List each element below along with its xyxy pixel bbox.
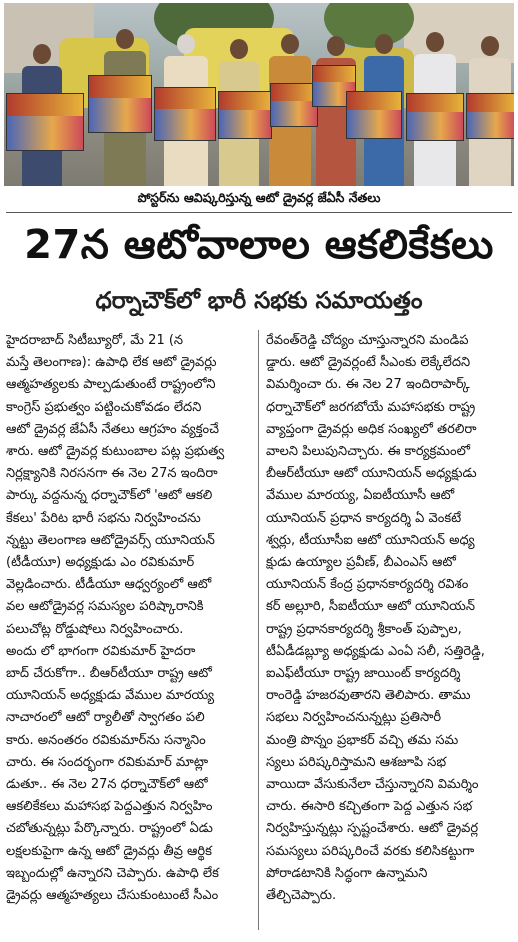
- text-line: బాద్ చేరుకోగా.. బీఆర్‌టీయూ రాష్ట్ర ఆటో: [6, 666, 212, 682]
- text-line: వాలని పిలుపునిచ్చారు. ఈ కార్యక్రమంలో: [266, 444, 471, 460]
- text-line: నాచారంలో ఆటో ర్యాలీతో స్వాగతం పలి: [6, 710, 205, 726]
- text-line: ధర్నాచౌక్‌లో జరగబోయే మహాసభకు రాష్ట్ర: [266, 399, 476, 415]
- text-line: కాంగ్రెస్ ప్రభుత్వం పట్టించుకోవడం లేదని: [6, 399, 202, 415]
- text-line: వెల్లడించారు. టీడీయూ ఆధ్వర్యంలో ఆటో: [6, 577, 212, 593]
- subheadline: ధర్నాచౌక్‌లో భారీ సభకు సమాయత్తం: [95, 288, 423, 314]
- text-line: శారు. ఆటో డ్రైవర్ల కుటుంబాల పట్ల ప్రభుత్వ: [6, 444, 225, 460]
- text-line: శ్వర్లు, టీయూసీఐ ఆటో యూనియన్ అధ్య: [266, 532, 475, 548]
- text-line: ఐఎఫ్‌టీయూ రాష్ట్ర జాయింట్ కార్యదర్శి: [266, 666, 461, 682]
- text-line: కర్ అల్లూరి, సీఐటీయూ ఆటో యూనియన్: [266, 599, 476, 615]
- text-line: మస్తే తెలంగాణ): ఉపాధి లేక ఆటో డ్రైవర్లు: [6, 355, 217, 371]
- text-line: రేవంత్‌రెడ్డి చోద్యం చూస్తున్నారని మండిప: [266, 333, 469, 348]
- text-line: నిర్వహిస్తున్నట్లు స్పష్టంచేశారు. ఆటో డ్రైవర్ల: [266, 821, 479, 837]
- text-line: విమర్శించా రు. ఈ నెల 27 ఇందిరాపార్క్: [266, 377, 470, 393]
- text-line: యూనియన్ అధ్యక్షుడు వేముల మారయ్య: [6, 688, 215, 704]
- text-line: రాష్ట్ర ప్రధానకార్యదర్శి శ్రీకాంత్ పుప్పాల,: [266, 621, 462, 637]
- text-line: ఆత్మహత్యలకు పాల్పడుతుంటే రాష్ట్రంలోని: [6, 377, 216, 393]
- text-line: వల ఆటోడ్రైవర్ల సమస్యల పరిష్కారానికి: [6, 599, 204, 615]
- caption-divider: [6, 212, 512, 213]
- news-photo: [4, 3, 514, 186]
- text-line: క్షుడు ఉయ్యాల ప్రవీణ్, బీఎంఎస్ ఆటో: [266, 555, 456, 571]
- text-line: వాయిదా వేసుకునేలా చేస్తున్నారని విమర్శిం: [266, 777, 479, 793]
- photo-caption: పోస్టర్‌ను ఆవిష్కరిస్తున్న ఆటో డ్రైవర్ల జేఏసీ నేతలు: [137, 190, 381, 205]
- text-line: రాంరెడ్డి హజరవుతారని తెలిపారు. తాము: [266, 688, 471, 704]
- text-line: డ్డారు. ఆటో డ్రైవర్లంటే సీఎంకు లెక్కేలేదని: [266, 355, 471, 371]
- text-line: ఆకలికేకలు మహాసభ పెద్దఎత్తున నిర్వహిం: [6, 799, 213, 815]
- text-line: కేకలు' పేరిట భారీ సభను నిర్వహించను: [6, 510, 201, 526]
- column-divider: [258, 330, 259, 930]
- text-line: సమస్యలు పరిష్కరించే వరకు కలిసికట్టుగా: [266, 843, 475, 859]
- text-line: డుతూ.. ఈ నెల 27న ధర్నాచౌక్‌లో ఆటో: [6, 777, 208, 793]
- text-line: లక్షలకుపైగా ఉన్న ఆటో డ్రైవర్లు తీవ్ర ఆర్థిక: [6, 843, 212, 859]
- text-line: చబోతున్నట్లు పేర్కొన్నారు. రాష్ట్రంలో ఏడు: [6, 821, 213, 837]
- text-line: తేల్చిచెప్పారు.: [266, 888, 337, 904]
- text-line: (టీడీయూ) అధ్యక్షుడు ఎం రవికుమార్: [6, 555, 195, 571]
- text-line: నిర్లక్ష్యానికి నిరసనగా ఈ నెల 27న ఇందిరా: [6, 466, 218, 482]
- text-line: బీఆర్‌టీయూ ఆటో యూనియన్ అధ్యక్షుడు: [266, 466, 477, 482]
- article-column-2: [266, 330, 512, 907]
- text-line: హైదరాబాద్ సిటీబ్యూరో, మే 21 (న: [6, 333, 184, 348]
- text-line: పలుచోట్ల రోడ్డుషోలు నిర్వహించారు.: [6, 621, 184, 637]
- article-column-1: [6, 330, 252, 907]
- text-line: ఆటో డ్రైవర్ల జేఏసీ నేతలు ఆగ్రహం వ్యక్తంచే: [6, 421, 220, 437]
- text-line: స్యలు పరిష్కరిస్తామని ఆశజూపి సభ: [266, 754, 447, 770]
- text-line: వ్యాప్తంగా డ్రైవర్లు అధిక సంఖ్యలో తరలిరా: [266, 421, 477, 437]
- text-line: చారు. ఈ సందర్భంగా రవికుమార్ మాట్లా: [6, 754, 209, 770]
- text-line: టీఏడీడబ్ల్యూ అధ్యక్షుడు ఎంఏ సలీ, సత్తిరెడ్డి,: [266, 643, 485, 659]
- text-line: సభలు నిర్వహించనున్నట్లు ప్రతిసారీ: [266, 710, 442, 726]
- text-line: వేముల మారయ్య, ఏఐటీయూసీ ఆటో: [266, 488, 455, 504]
- text-line: అందు లో భాగంగా రవికుమార్ హైదరా: [6, 643, 196, 659]
- text-line: చారు. ఈసారి కచ్చితంగా పెద్ద ఎత్తున సభ: [266, 799, 473, 815]
- text-line: కారు. అనంతరం రవికుమార్‌ను సన్మానిం: [6, 732, 206, 748]
- text-line: మంత్రి పొన్నం ప్రభాకర్ వచ్చి తమ సమ: [266, 732, 459, 748]
- text-line: డ్రైవర్లు ఆత్మహత్యలు చేసుకుంటుంటే సీఎం: [6, 888, 219, 904]
- text-line: యూనియన్ ప్రధాన కార్యదర్శి ఏ వెంకటే: [266, 510, 462, 526]
- headline: 27న ఆటోవాలాల ఆకలికేకలు: [24, 222, 494, 268]
- text-line: యూనియన్ కేంద్ర ప్రధానకార్యదర్శి రవిశం: [266, 577, 469, 593]
- text-line: పార్కు వద్దనున్న ధర్నాచౌక్‌లో 'ఆటో ఆకలి: [6, 488, 213, 504]
- text-line: పోరాడటానికి సిద్ధంగా ఉన్నామని: [266, 865, 428, 881]
- text-line: న్నట్టు తెలంగాణ ఆటోడ్రైవర్స్ యూనియన్: [6, 532, 215, 548]
- text-line: ఇబ్బందుల్లో ఉన్నారని చెప్పారు. ఉపాధి లేక: [6, 865, 219, 881]
